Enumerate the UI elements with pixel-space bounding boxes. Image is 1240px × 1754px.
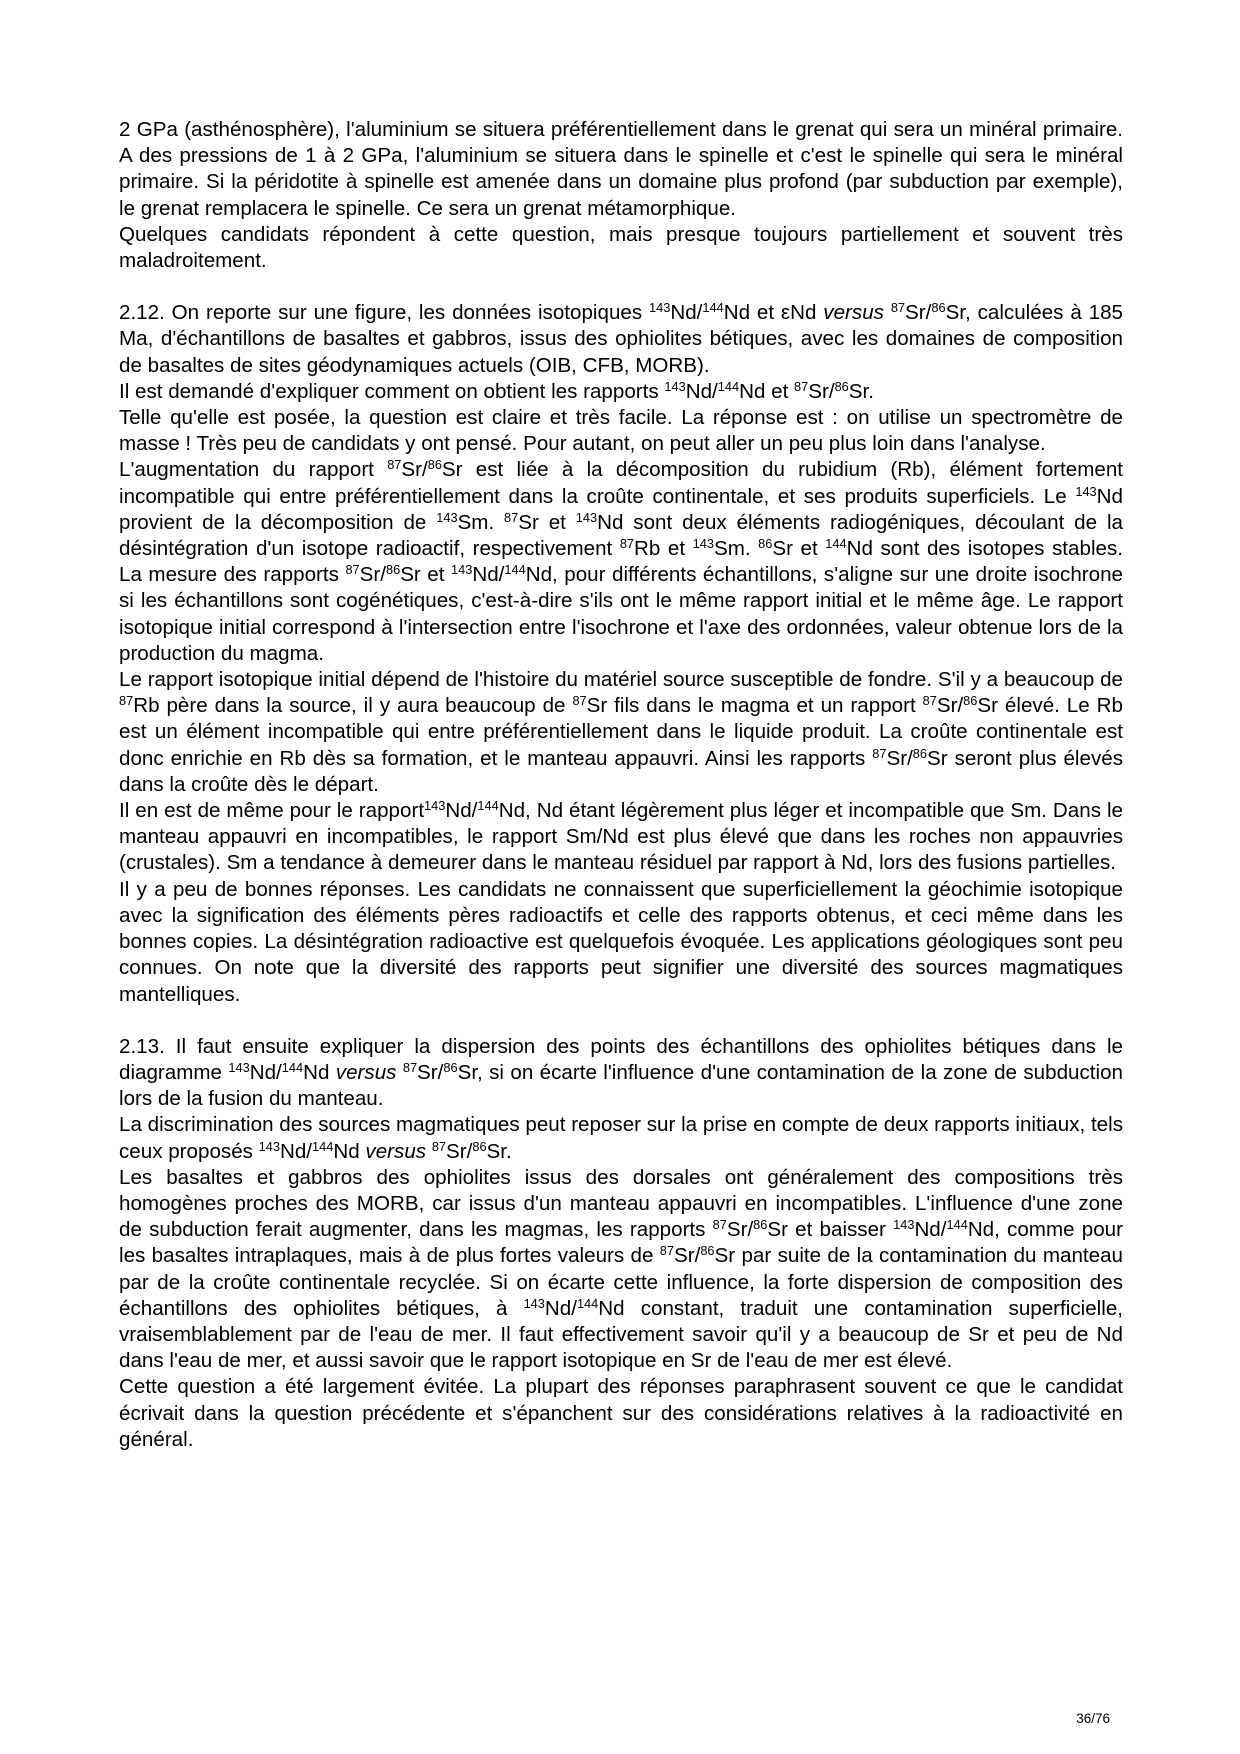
paragraph: Il y a peu de bonnes réponses. Les candidats ne connaissent que superficiellement la géochimie isotopique avec la signification des éléments pères radioactifs et celle des rapports obtenus, et ceci même dans les bonnes copies. La désintégration radioactive est quelquefois évoquée. Les applications géologiques sont peu connues. On note que la diversité des rapports peut signifier une diversité des sources magmatiques mantelliques.: [119, 877, 1123, 1006]
paragraph: Telle qu'elle est posée, la question est claire et très facile. La réponse est : on utilise un spectromètre de masse ! Très peu de candidats y ont pensé. Pour autant, on peut aller un peu plus loin dans l'analyse.: [119, 406, 1123, 456]
isotope-mass: 86: [472, 1138, 487, 1154]
isotope-mass: 144: [825, 536, 847, 552]
isotope-mass: 86: [443, 1059, 458, 1075]
emphasis: versus: [823, 301, 884, 325]
isotope-mass: 144: [281, 1059, 304, 1075]
isotope-mass: 87: [345, 562, 360, 578]
isotope-mass: 143: [1075, 483, 1097, 499]
isotope-mass: 143: [451, 562, 473, 578]
isotope-mass: 87: [387, 457, 402, 473]
paragraph: Il est demandé d'expliquer comment on obtient les rapports $^{143}$Nd/$^{144}$Nd et $^{87}$Sr/$^{86}$Sr.: [119, 378, 874, 403]
isotope-mass: 87: [794, 378, 809, 394]
isotope-mass: 87: [922, 693, 937, 709]
isotope-mass: 87: [890, 300, 906, 316]
isotope-mass: 86: [758, 536, 773, 552]
paragraph: Il en est de même pour le rapport$^{143}$Nd/$^{144}$Nd, Nd étant légèrement plus léger et incompatible que Sm. Dans le manteau appauvri en incompatibles, le rapport Sm/Nd est plus élevé que dans les roches non appauvries (crustales). Sm a tendance à demeurer dans le manteau résiduel par rapport à Nd, lors des fusions partielles.: [119, 798, 1123, 875]
isotope-mass: 143: [436, 509, 458, 525]
isotope-mass: 87: [712, 1217, 727, 1233]
isotope-mass: 86: [385, 562, 401, 578]
page-number: 36/76: [1076, 1711, 1110, 1726]
paragraph: L'augmentation du rapport $^{87}$Sr/$^{86}$Sr est liée à la décomposition du rubidium (Rb), élément fortement incompatible qui entre préférentiellement dans la croûte continentale, et ses produits superficiels. Le $^{143}$Nd provient de la décomposition de $^{143}$Sm. $^{87}$Sr et $^{143}$Nd sont deux éléments radiogéniques, découlant de la désintégration d'un isotope radioactif, respectivement $^{87}$Rb et $^{143}$Sm. $^{86}$Sr et $^{144}$Nd sont des isotopes stables. La mesure des rapports $^{87}$Sr/$^{86}$Sr et $^{143}$Nd/$^{144}$Nd, pour différents échantillons, s'aligne sur une droite isochrone si les échantillons sont cogénétiques, c'est-à-dire s'ils ont le même rapport initial et le même âge. Le rapport isotopique initial correspond à l'intersection entre l'isochrone et l'axe des ordonnées, valeur obtenue lors de la production du magma.: [119, 457, 1124, 665]
emphasis: versus: [365, 1139, 427, 1163]
isotope-mass: 143: [523, 1295, 545, 1311]
isotope-mass: 144: [312, 1138, 334, 1154]
isotope-mass: 144: [717, 378, 740, 394]
isotope-mass: 144: [576, 1295, 599, 1311]
isotope-mass: 143: [649, 300, 671, 316]
isotope-mass: 86: [753, 1217, 768, 1233]
isotope-mass: 86: [931, 300, 946, 316]
isotope-mass: 143: [893, 1217, 915, 1233]
isotope-mass: 87: [619, 536, 635, 552]
isotope-mass: 144: [504, 562, 526, 578]
isotope-mass: 144: [946, 1217, 968, 1233]
isotope-mass: 144: [702, 300, 724, 316]
emphasis: versus: [335, 1060, 397, 1084]
paragraph: 2.12. On reporte sur une figure, les données isotopiques $^{143}$Nd/$^{144}$Nd et εNd versus $^{87}$Sr/$^{86}$Sr, calculées à 185 Ma, d'échantillons de basaltes et gabbros, issus des ophiolites bétiques, avec les domaines de composition de basaltes de sites géodynamiques actuels (OIB, CFB, MORB).: [119, 300, 1123, 377]
isotope-mass: 143: [424, 798, 446, 814]
isotope-mass: 143: [692, 536, 714, 552]
isotope-mass: 86: [700, 1243, 715, 1259]
paragraph: 2 GPa (asthénosphère), l'aluminium se situera préférentiellement dans le grenat qui sera un minéral primaire. A des pressions de 1 à 2 GPa, l'aluminium se situera dans le spinelle et c'est le spinelle qui sera le minéral primaire. Si la péridotite à spinelle est amenée dans un domaine plus profond (par subduction par exemple), le grenat remplacera le spinelle. Ce sera un grenat métamorphique.: [119, 118, 1123, 220]
isotope-mass: 87: [659, 1243, 674, 1259]
isotope-mass: 86: [834, 378, 849, 394]
isotope-mass: 87: [431, 1138, 447, 1154]
isotope-mass: 87: [872, 745, 887, 761]
isotope-mass: 86: [912, 745, 927, 761]
paragraph: 2.13. Il faut ensuite expliquer la dispersion des points des échantillons des ophiolites bétiques dans le diagramme $^{143}$Nd/$^{144}$Nd versus $^{87}$Sr/$^{86}$Sr, si on écarte l'influence d'une contamination de la zone de subduction lors de la fusion du manteau.: [119, 1034, 1123, 1111]
isotope-mass: 143: [258, 1138, 280, 1154]
paragraph: Quelques candidats répondent à cette question, mais presque toujours partiellement et souvent très maladroitement.: [119, 222, 1123, 273]
paragraph: Les basaltes et gabbros des ophiolites issus des dorsales ont généralement des compositions très homogènes proches des MORB, car issus d'un manteau appauvri en incompatibles. L'influence d'une zone de subduction ferait augmenter, dans les magmas, les rapports $^{87}$Sr/$^{86}$Sr et baisser $^{143}$Nd/$^{144}$Nd, comme pour les basaltes intraplaques, mais à de plus fortes valeurs de $^{87}$Sr/$^{86}$Sr par suite de la contamination du manteau par de la croûte continentale recyclée. Si on écarte cette influence, la forte dispersion de composition des échantillons des ophiolites bétiques, à $^{143}$Nd/$^{144}$Nd constant, traduit une contamination superficielle, vraisemblablement par de l'eau de mer. Il faut effectivement savoir qu'il y a beaucoup de Sr et peu de Nd dans l'eau de mer, et aussi savoir que le rapport isotopique en Sr de l'eau de mer est élevé.: [119, 1165, 1123, 1373]
isotope-mass: 86: [427, 457, 442, 473]
isotope-mass: 87: [119, 693, 134, 709]
page-body: [119, 117, 1123, 1453]
paragraph: Cette question a été largement évitée. La plupart des réponses paraphrasent souvent ce que le candidat écrivait dans la question précédente et s'épanchent sur des considérations relatives à la radioactivité en général.: [119, 1375, 1123, 1451]
isotope-mass: 87: [402, 1059, 418, 1075]
paragraph: La discrimination des sources magmatiques peut reposer sur la prise en compte de deux rapports initiaux, tels ceux proposés $^{143}$Nd/$^{144}$Nd versus $^{87}$Sr/$^{86}$Sr.: [119, 1113, 1123, 1163]
isotope-mass: 144: [477, 798, 499, 814]
paragraph: Le rapport isotopique initial dépend de l'histoire du matériel source susceptible de fondre. S'il y a beaucoup de $^{87}$Rb père dans la source, il y aura beaucoup de $^{87}$Sr fils dans le magma et un rapport $^{87}$Sr/$^{86}$Sr élevé. Le Rb est un élément incompatible qui entre préférentiellement dans le liquide produit. La croûte continentale est donc enrichie en Rb dès sa formation, et le manteau appauvri. Ainsi les rapports $^{87}$Sr/$^{86}$Sr seront plus élevés dans la croûte dès le départ.: [119, 668, 1123, 796]
isotope-mass: 87: [504, 509, 519, 525]
isotope-mass: 87: [572, 693, 587, 709]
isotope-mass: 86: [963, 693, 978, 709]
isotope-mass: 143: [228, 1059, 250, 1075]
isotope-mass: 143: [664, 378, 686, 394]
isotope-mass: 143: [575, 509, 598, 525]
